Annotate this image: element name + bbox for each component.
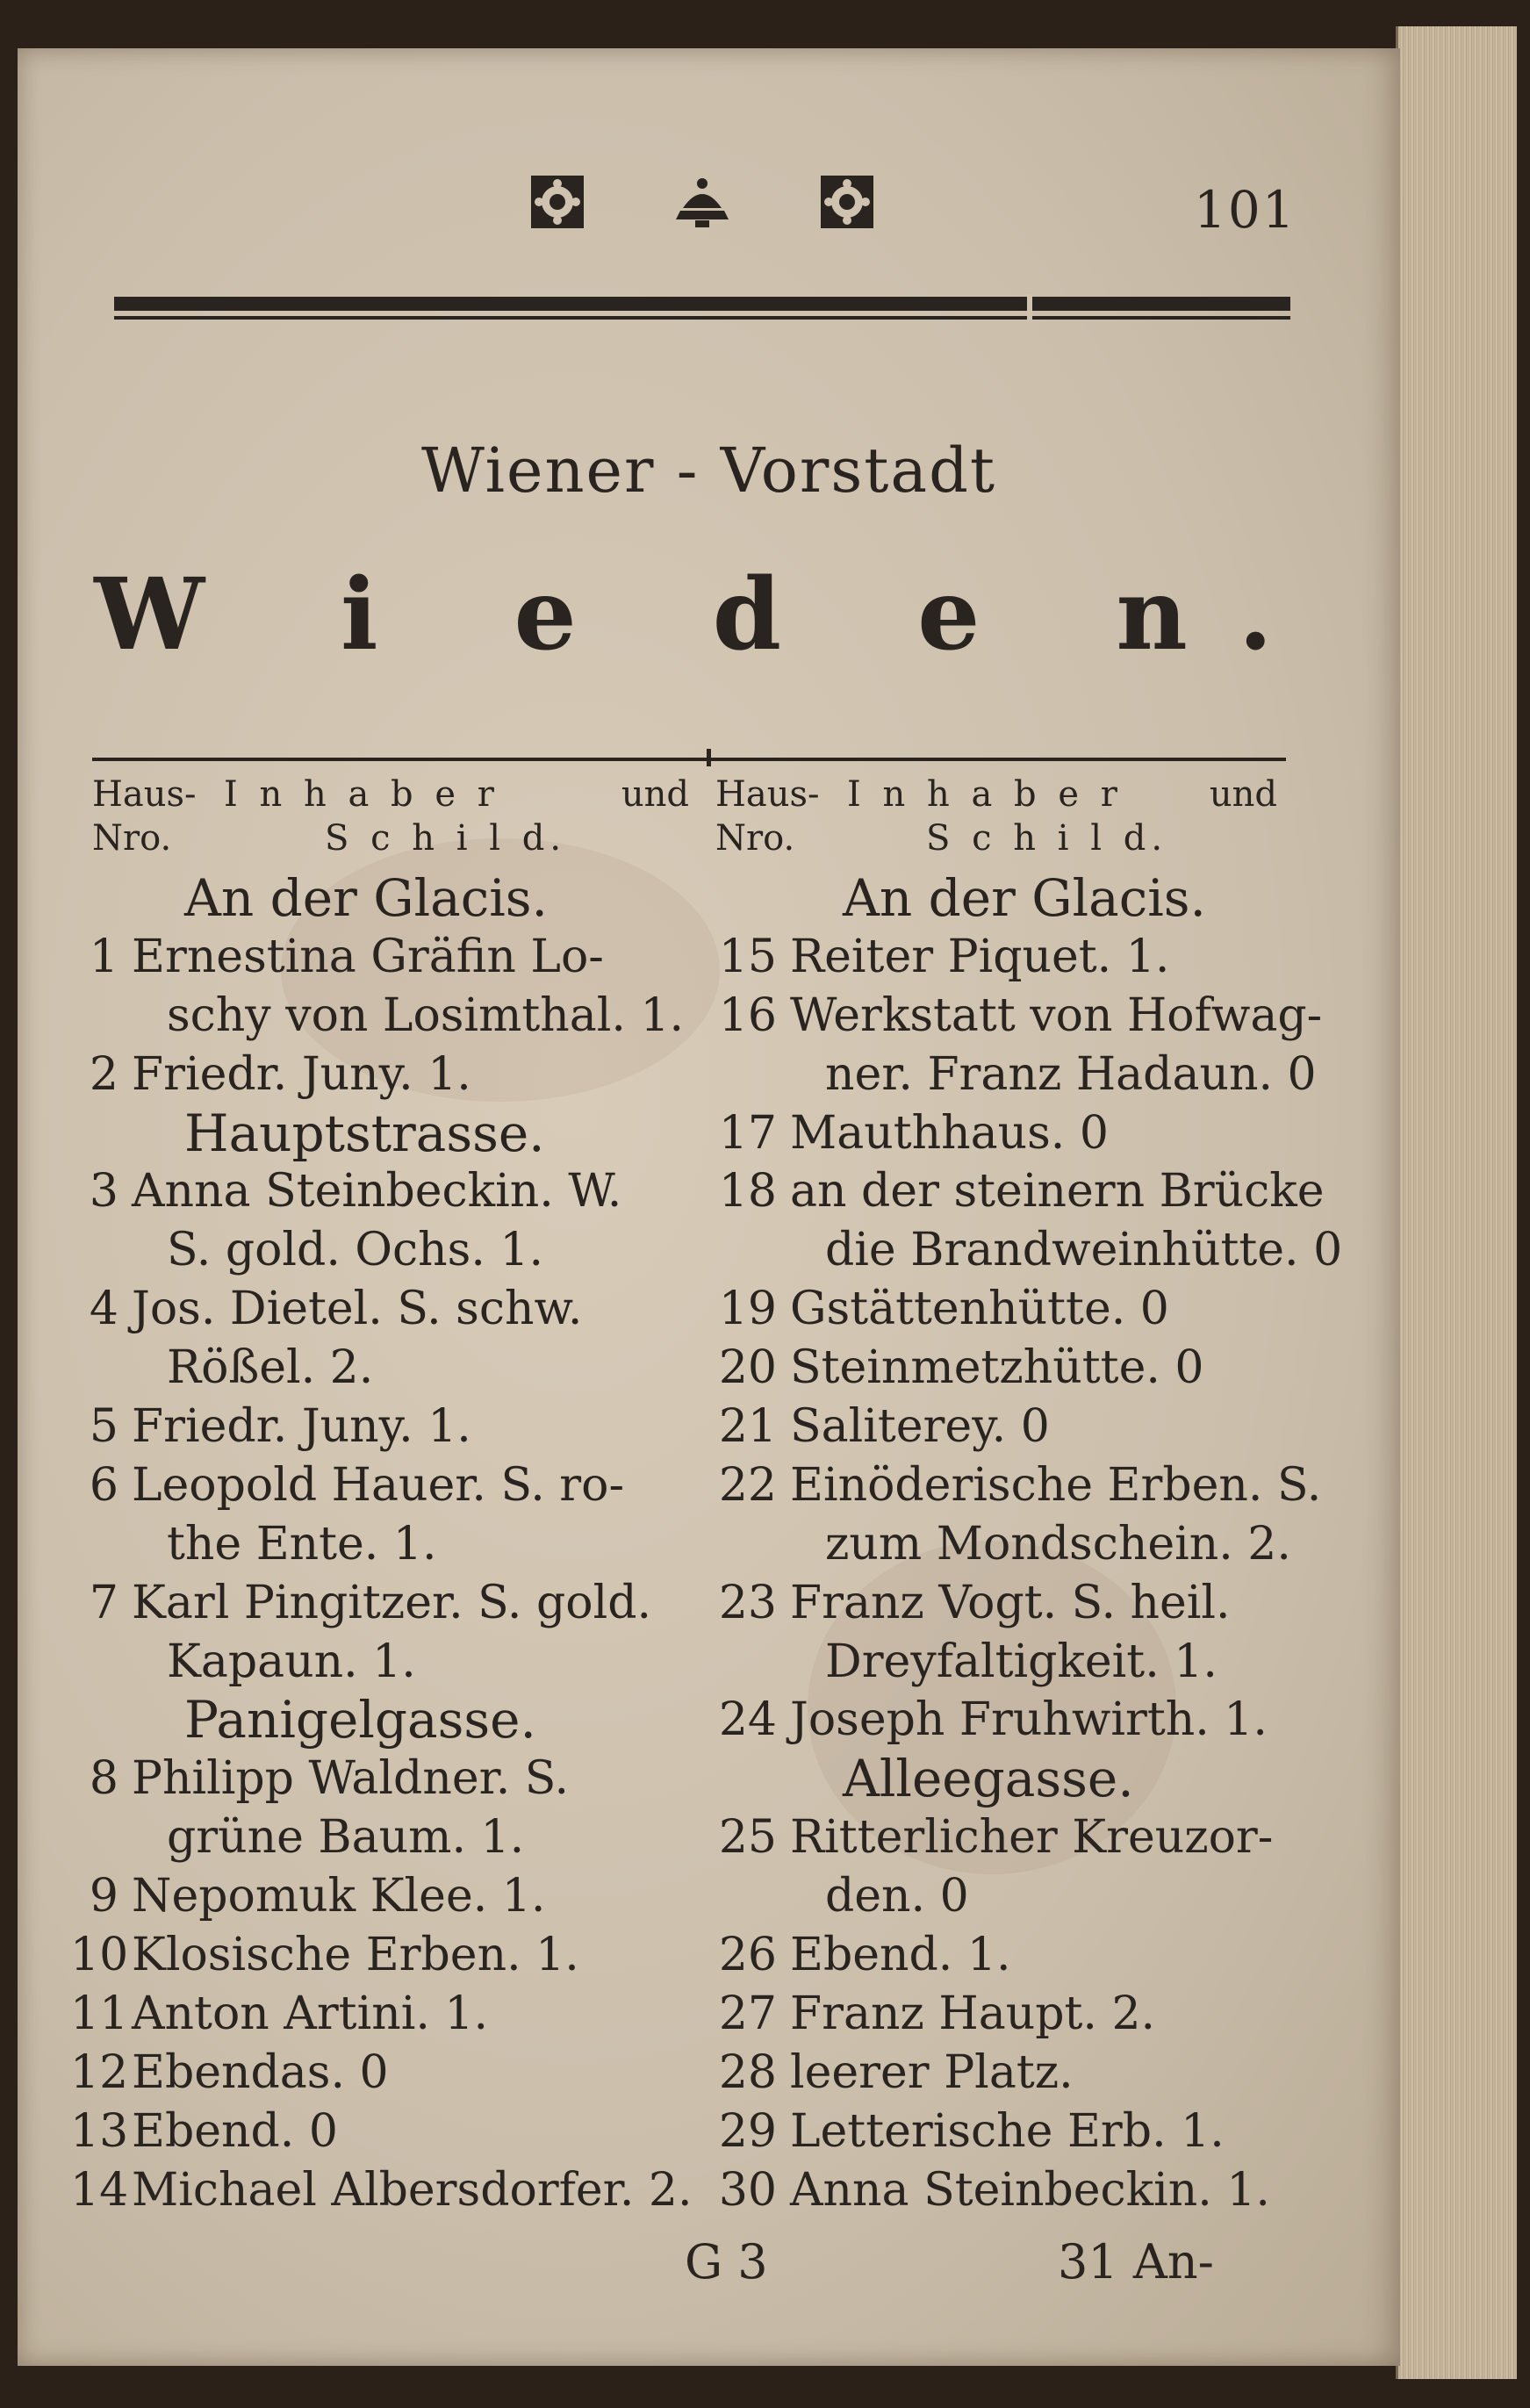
- house-number: 19: [718, 1283, 777, 1336]
- house-number: 29: [718, 2104, 777, 2158]
- directory-entry: [693, 1574, 1308, 1633]
- directory-entry: [70, 2103, 702, 2161]
- directory-entry: [693, 1398, 1308, 1456]
- house-number: 3: [89, 1165, 119, 1218]
- directory-entry: [693, 2161, 1308, 2220]
- house-number: 21: [718, 1400, 777, 1454]
- directory-entry: [70, 1750, 702, 1808]
- directory-entry: [70, 1985, 702, 2044]
- house-number: 30: [718, 2163, 777, 2217]
- owner-and-sign: Leopold Hauer. S. ro-: [132, 1458, 625, 1512]
- house-number: 10: [70, 1929, 129, 1982]
- header-rule: [114, 297, 1290, 311]
- house-number: 6: [89, 1458, 119, 1512]
- page-number: 101: [1194, 180, 1297, 240]
- flower-ornament-icon: [821, 176, 873, 228]
- directory-entry: [693, 1221, 1343, 1280]
- section-subtitle: Wiener - Vorstadt: [420, 435, 997, 507]
- directory-entry: [693, 1515, 1308, 1574]
- house-number: 15: [718, 930, 777, 983]
- owner-and-sign: grüne Baum. 1.: [167, 1811, 525, 1865]
- owner-and-sign: Dreyfaltigkeit. 1.: [825, 1635, 1218, 1688]
- book-page: [18, 48, 1400, 2366]
- directory-entry: [70, 2044, 702, 2103]
- directory-entry: [70, 1456, 702, 1515]
- house-number: 18: [718, 1165, 777, 1218]
- header-rule-thin: [114, 316, 1290, 320]
- directory-entry: [70, 1867, 702, 1926]
- owner-and-sign: the Ente. 1.: [167, 1517, 437, 1571]
- street-name: Panigelgasse.: [184, 1690, 536, 1750]
- street-name: An der Glacis.: [184, 868, 548, 928]
- owner-and-sign: Ebend. 0: [132, 2104, 338, 2158]
- directory-entry: [70, 1926, 702, 1985]
- owner-and-sign: Anton Artini. 1.: [132, 1987, 488, 2040]
- street-heading: [70, 1104, 702, 1163]
- directory-entry: [693, 928, 1308, 987]
- house-number: 13: [70, 2104, 129, 2158]
- directory-entry: [693, 1867, 1308, 1926]
- owner-and-sign: Karl Pingitzer. S. gold.: [132, 1576, 652, 1629]
- street-name: An der Glacis.: [843, 868, 1206, 928]
- rule-break: [1027, 294, 1032, 322]
- owner-and-sign: Mauthhaus. 0: [790, 1106, 1109, 1160]
- owner-and-sign: an der steinern Brücke: [790, 1165, 1325, 1218]
- house-number: 27: [718, 1987, 777, 2040]
- header-ornaments: [527, 171, 878, 233]
- street-name: Alleegasse.: [843, 1749, 1134, 1809]
- house-number: 28: [718, 2045, 777, 2099]
- owner-and-sign: Ernestina Gräfin Lo-: [132, 930, 604, 983]
- owner-and-sign: Ebend. 1.: [790, 1929, 1011, 1982]
- directory-entry: [70, 2161, 702, 2220]
- left-column-entries: [70, 869, 702, 2219]
- owner-and-sign: den. 0: [825, 1870, 969, 1923]
- crown-ornament-icon: [676, 178, 729, 227]
- street-heading: [693, 869, 1308, 928]
- directory-entry: [693, 1633, 1308, 1692]
- house-number: 12: [70, 2045, 129, 2099]
- owner-and-sign: Franz Haupt. 2.: [790, 1987, 1156, 2040]
- directory-entry: [70, 1515, 702, 1574]
- directory-entry: [693, 2044, 1308, 2103]
- house-number: 5: [89, 1400, 119, 1454]
- owner-and-sign: Joseph Fruhwirth. 1.: [790, 1693, 1268, 1747]
- owner-and-sign: Michael Albersdorfer. 2.: [132, 2163, 693, 2217]
- column-rule-left: [92, 758, 707, 761]
- house-number: 20: [718, 1341, 777, 1395]
- directory-entry: [693, 2103, 1308, 2161]
- owner-and-sign: Werkstatt von Hofwag-: [790, 988, 1323, 1042]
- directory-entry: [693, 1808, 1308, 1867]
- owner-and-sign: Letterische Erb. 1.: [790, 2104, 1225, 2158]
- column-header-right: Haus- I n h a b e r und Nro. S c h i l d.: [715, 774, 1277, 859]
- directory-entry: [693, 1691, 1308, 1750]
- house-number: 11: [70, 1987, 129, 2040]
- owner-and-sign: leerer Platz.: [790, 2045, 1074, 2099]
- owner-and-sign: Klosische Erben. 1.: [132, 1929, 579, 1982]
- owner-and-sign: Ebendas. 0: [132, 2045, 389, 2099]
- house-number: 23: [718, 1576, 777, 1629]
- directory-entry: [693, 1456, 1322, 1515]
- house-number: 17: [718, 1106, 777, 1160]
- column-header-left: Haus- I n h a b e r und Nro. S c h i l d.: [92, 774, 689, 859]
- house-number: 4: [89, 1283, 119, 1336]
- house-number: 2: [89, 1047, 119, 1101]
- owner-and-sign: Reiter Piquet. 1.: [790, 930, 1170, 983]
- section-title: W i e d e n.: [94, 557, 1324, 672]
- street-heading: [70, 869, 702, 928]
- directory-entry: [70, 1574, 702, 1633]
- owner-and-sign: die Brandweinhütte. 0: [825, 1224, 1343, 1277]
- owner-and-sign: Anna Steinbeckin. W.: [132, 1165, 622, 1218]
- street-heading: [693, 1750, 1308, 1808]
- signature-mark: G 3: [685, 2234, 768, 2289]
- house-number: 8: [89, 1752, 119, 1806]
- directory-entry: [70, 928, 702, 987]
- owner-and-sign: Einöderische Erben. S.: [790, 1458, 1322, 1512]
- owner-and-sign: Ritterlicher Kreuzor-: [790, 1811, 1274, 1865]
- owner-and-sign: Jos. Dietel. S. schw.: [132, 1283, 583, 1336]
- flower-ornament-icon: [531, 176, 584, 228]
- house-number: 26: [718, 1929, 777, 1982]
- directory-entry: [693, 1280, 1308, 1339]
- owner-and-sign: zum Mondschein. 2.: [825, 1517, 1291, 1571]
- owner-and-sign: Philipp Waldner. S.: [132, 1752, 570, 1806]
- directory-entry: [693, 1104, 1308, 1163]
- street-heading: [70, 1691, 702, 1750]
- owner-and-sign: Gstättenhütte. 0: [790, 1283, 1169, 1336]
- directory-entry: [693, 987, 1323, 1046]
- directory-entry: [693, 1046, 1317, 1104]
- owner-and-sign: schy von Losimthal. 1.: [167, 988, 685, 1042]
- owner-and-sign: Steinmetzhütte. 0: [790, 1341, 1204, 1395]
- column-rule-right: [711, 758, 1286, 761]
- owner-and-sign: Anna Steinbeckin. 1.: [790, 2163, 1270, 2217]
- owner-and-sign: ner. Franz Hadaun. 0: [825, 1047, 1317, 1101]
- directory-entry: [70, 1808, 702, 1867]
- owner-and-sign: Friedr. Juny. 1.: [132, 1400, 471, 1454]
- house-number: 24: [718, 1693, 777, 1747]
- house-number: 1: [89, 930, 119, 983]
- catchword: 31 An-: [1058, 2234, 1214, 2289]
- house-number: 7: [89, 1576, 119, 1629]
- owner-and-sign: S. gold. Ochs. 1.: [167, 1224, 543, 1277]
- house-number: 22: [718, 1458, 777, 1512]
- directory-entry: [70, 1339, 702, 1398]
- directory-entry: [693, 1162, 1325, 1221]
- directory-entry: [70, 1221, 702, 1280]
- directory-entry: [70, 1398, 702, 1456]
- directory-entry: [693, 1926, 1308, 1985]
- book-page-edges: [1396, 26, 1517, 2379]
- house-number: 9: [89, 1870, 119, 1923]
- directory-entry: [70, 1280, 702, 1339]
- directory-entry: [70, 1633, 702, 1692]
- owner-and-sign: Rößel. 2.: [167, 1341, 374, 1395]
- directory-entry: [70, 987, 702, 1046]
- right-column-entries: [693, 868, 1343, 2219]
- house-number: 14: [70, 2163, 129, 2217]
- owner-and-sign: Franz Vogt. S. heil.: [790, 1576, 1231, 1629]
- directory-entry: [693, 1339, 1308, 1398]
- street-name: Hauptstrasse.: [184, 1103, 545, 1163]
- owner-and-sign: Kapaun. 1.: [167, 1635, 416, 1688]
- owner-and-sign: Nepomuk Klee. 1.: [132, 1870, 546, 1923]
- owner-and-sign: Friedr. Juny. 1.: [132, 1047, 471, 1101]
- directory-entry: [693, 1985, 1308, 2044]
- house-number: 16: [718, 988, 777, 1042]
- owner-and-sign: Saliterey. 0: [790, 1400, 1050, 1454]
- directory-entry: [70, 1162, 702, 1221]
- directory-entry: [70, 1046, 702, 1104]
- house-number: 25: [718, 1811, 777, 1865]
